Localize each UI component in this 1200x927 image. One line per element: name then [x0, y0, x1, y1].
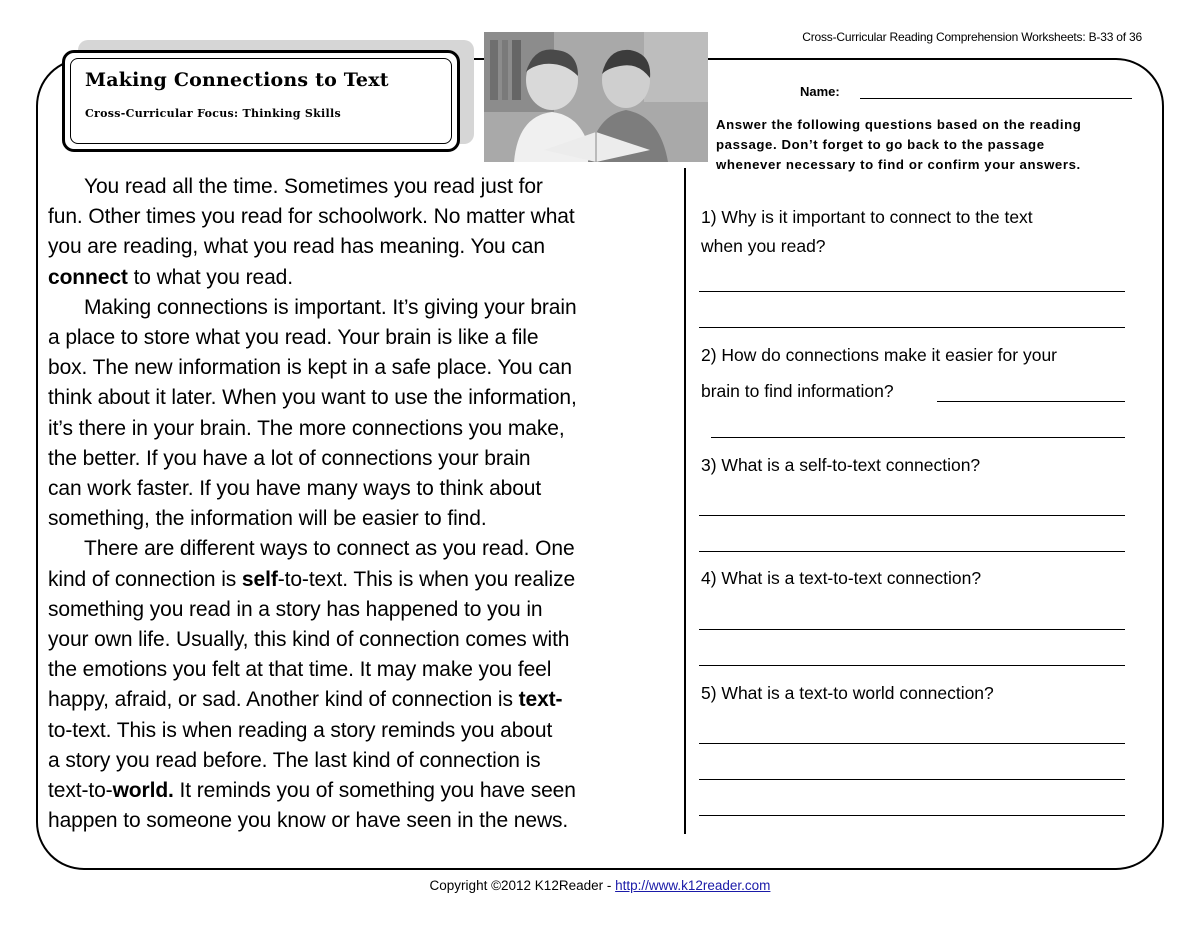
passage-line: box. The new information is kept in a safe place. You can: [48, 356, 572, 380]
passage-line: [48, 565, 688, 595]
answer-line[interactable]: [699, 665, 1125, 666]
passage-line: something, the information will be easier to find.: [48, 507, 487, 531]
passage-text: text-to-: [48, 779, 113, 803]
worksheet-subtitle: Cross-Curricular Focus: Thinking Skills: [85, 107, 341, 120]
reading-passage: [48, 172, 688, 836]
worksheet-title: Making Connections to Text: [85, 69, 389, 91]
keyword-connect: connect: [48, 265, 128, 289]
name-label: Name:: [800, 84, 840, 99]
question-4: 4) What is a text-to-text connection?: [701, 568, 982, 588]
passage-line: [48, 263, 688, 293]
answer-line[interactable]: [699, 327, 1125, 328]
passage-line: it’s there in your brain. The more connections you make,: [48, 416, 565, 440]
passage-text: -to-text. This is when you realize: [277, 567, 576, 591]
footer: [0, 878, 1200, 893]
k12reader-link[interactable]: http://www.k12reader.com: [615, 878, 771, 893]
passage-line: something you read in a story has happened to you in: [48, 597, 543, 621]
question-5: 5) What is a text-to world connection?: [701, 683, 994, 703]
answer-line[interactable]: [699, 291, 1125, 292]
name-answer-line[interactable]: [860, 98, 1132, 99]
answer-line[interactable]: [699, 743, 1125, 744]
passage-text: It reminds you of something you have seen: [173, 779, 576, 803]
question-1-line-a: 1) Why is it important to connect to the text: [701, 207, 1033, 227]
photo-illustration: [484, 32, 708, 162]
copyright-text: Copyright ©2012 K12Reader -: [429, 878, 616, 893]
instructions: [716, 115, 1156, 175]
title-box: [62, 50, 460, 152]
passage-line: [48, 685, 688, 715]
answer-line[interactable]: [699, 779, 1125, 780]
answer-line[interactable]: [699, 815, 1125, 816]
passage-line: the better. If you have a lot of connections your brain: [48, 446, 531, 470]
column-divider: [684, 168, 686, 834]
question-3: 3) What is a self-to-text connection?: [701, 455, 981, 475]
answer-line[interactable]: [699, 629, 1125, 630]
passage-text: happy, afraid, or sad. Another kind of connection is: [48, 688, 519, 712]
instructions-line: whenever necessary to find or confirm your answers.: [716, 157, 1081, 172]
answer-line[interactable]: [711, 437, 1125, 438]
passage-line: to-text. This is when reading a story reminds you about: [48, 718, 553, 742]
passage-line: think about it later. When you want to use the information,: [48, 386, 577, 410]
question-2-line-b: brain to find information?: [701, 381, 894, 401]
passage-line: you are reading, what you read has meaning. You can: [48, 235, 545, 259]
passage-line: There are different ways to connect as you read. One: [84, 537, 575, 561]
passage-line: a story you read before. The last kind of connection is: [48, 748, 541, 772]
passage-line: [48, 776, 688, 806]
passage-line: You read all the time. Sometimes you read just for: [84, 175, 543, 198]
worksheet-series-label: Cross-Curricular Reading Comprehension Worksheets: B-33 of 36: [802, 30, 1142, 44]
passage-text: kind of connection is: [48, 567, 242, 591]
keyword-world: world.: [112, 779, 174, 803]
passage-line: fun. Other times you read for schoolwork. No matter what: [48, 205, 575, 229]
passage-line: your own life. Usually, this kind of connection comes with: [48, 628, 570, 652]
question-1: [701, 203, 1033, 261]
keyword-self: self: [241, 567, 278, 591]
two-boys-reading-photo: [484, 32, 708, 162]
passage-text: to what you read.: [127, 265, 293, 289]
instructions-line: passage. Don’t forget to go back to the passage: [716, 137, 1045, 152]
answer-line[interactable]: [699, 551, 1125, 552]
instructions-line: Answer the following questions based on the reading: [716, 117, 1082, 132]
passage-line: can work faster. If you have many ways to think about: [48, 477, 542, 501]
answer-line[interactable]: [937, 401, 1125, 402]
question-1-line-b: when you read?: [701, 236, 826, 256]
keyword-text: text-: [518, 688, 563, 712]
passage-line: happen to someone you know or have seen in the news.: [48, 809, 569, 833]
passage-line: a place to store what you read. Your brain is like a file: [48, 326, 539, 350]
passage-line: the emotions you felt at that time. It may make you feel: [48, 658, 552, 682]
question-2-line-a: 2) How do connections make it easier for your: [701, 345, 1057, 365]
passage-line: Making connections is important. It’s giving your brain: [84, 295, 577, 319]
answer-line[interactable]: [699, 515, 1125, 516]
